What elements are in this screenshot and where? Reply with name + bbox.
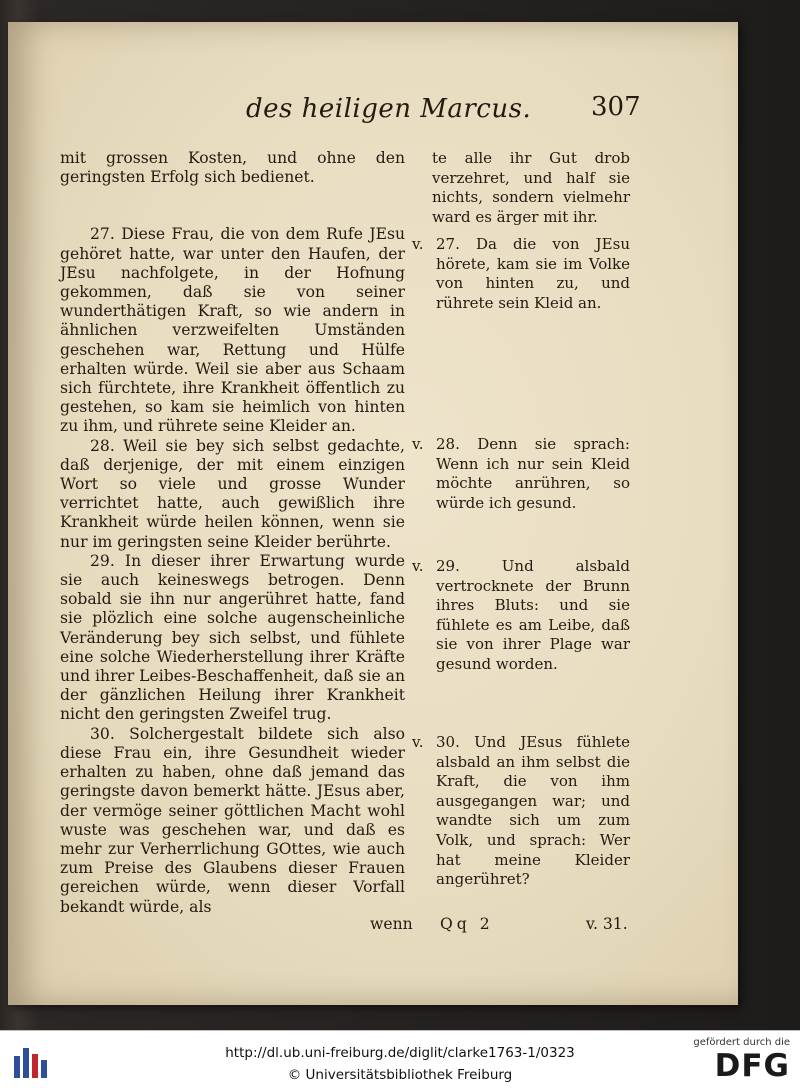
verse-block (412, 235, 630, 313)
verse-block (412, 149, 630, 227)
commentary-paragraph: 27. Diese Frau, die von dem Rufe JEsu gehöret hatte, war unter den Haufen, der JEsu nachfolgete, in der Hofnung gekommen, daß sie von seiner wunderthätigen Kraft, so wie andern in ähnlichen verzweifelten Umständen geschehen war, Rettung und Hülfe erhalten würde. Weil sie aber aus Schaam sich fürchtete, ihre Krankheit öffentlich zu gestehen, so kam sie heimlich von hinten zu ihm, und rührete seine Kleider an. (60, 225, 405, 436)
commentary-paragraph: 29. In dieser ihrer Erwartung wurde sie auch keineswegs betrogen. Denn sobald sie ihn nur angerühret hatte, fand sie plözlich eine solche augenscheinliche Veränderung bey sich selbst, und fühlete eine solche Wiederherstellung ihrer Kräfte und ihrer Leibes-Beschaffenheit, daß sie an der gänzlichen Heilung ihrer Krankheit nicht den geringsten Zweifel trug. (60, 551, 405, 724)
commentary-column (60, 149, 405, 917)
verse-block (412, 733, 630, 890)
funding-caption: gefördert durch die (693, 1037, 790, 1048)
commentary-paragraph: 28. Weil sie bey sich selbst gedachte, daß derjenige, der mit einem einzigen Wort so viele und grosse Wunder verrichtet hatte, auch gewißlich ihre Krankheit würde heilen können, wenn sie nur im geringsten seine Kleider berührte. (60, 436, 405, 551)
verse-marker: v. (412, 557, 424, 575)
verse-marker: v. (412, 435, 424, 453)
verse-block (412, 435, 630, 513)
verse-marker: v. (412, 733, 424, 751)
catchword-verse: v. 31. (586, 915, 628, 933)
commentary-paragraph: 30. Solchergestalt bildete sich also diese Frau ein, ihre Gesundheit wieder erhalten zu haben, ohne daß jemand das geringste davon bemerkt hätte. JEsus aber, der vermöge seiner göttlichen Macht wohl wuste was geschehen war, und daß es mehr zur Verherrlichung GOttes, wie auch zum Preise des Glaubens dieser Frauen gereichen würde, wenn dieser Vorfall bekandt würde, als (60, 724, 405, 916)
catchword: wenn (370, 915, 413, 933)
verse-text: 28. Denn sie sprach: Wenn ich nur sein Kleid möchte anrühren, so würde ich gesund. (436, 435, 630, 512)
dfg-logo: DFG (714, 1048, 790, 1084)
verse-text: 27. Da die von JEsu hörete, kam sie im Volke von hinten zu, und rührete sein Kleid an. (436, 235, 630, 312)
running-head-title: des heiligen Marcus. (246, 94, 532, 124)
permalink-url[interactable]: http://dl.ub.uni-freiburg.de/diglit/clarke1763-1/0323 (225, 1045, 575, 1061)
verse-text: te alle ihr Gut drob verzehret, und half sie nichts, sondern vielmehr ward es ärger mit ihr. (432, 149, 630, 226)
verse-text: 29. Und alsbald vertrocknete der Brunn ihres Bluts: und sie fühlete es am Leibe, daß sie von ihrer Plage war gesund worden. (436, 557, 630, 673)
running-head (8, 94, 738, 134)
commentary-paragraph: mit grossen Kosten, und ohne den geringsten Erfolg sich bedienet. (60, 149, 405, 187)
verse-text: 30. Und JEsus fühlete alsbald an ihm selbst die Kraft, die von ihm ausgegangen war; und wandte sich um zum Volk, und sprach: Wer hat meine Kleider angerühret? (436, 733, 630, 889)
verse-marker: v. (412, 235, 424, 253)
page-number: 307 (591, 92, 641, 122)
verse-block (412, 557, 630, 675)
signature-mark: Qq 2 (440, 915, 494, 933)
copyright-notice: © Universitätsbibliothek Freiburg (287, 1067, 513, 1083)
book-page (8, 22, 738, 1005)
viewer-footer (0, 1030, 800, 1088)
